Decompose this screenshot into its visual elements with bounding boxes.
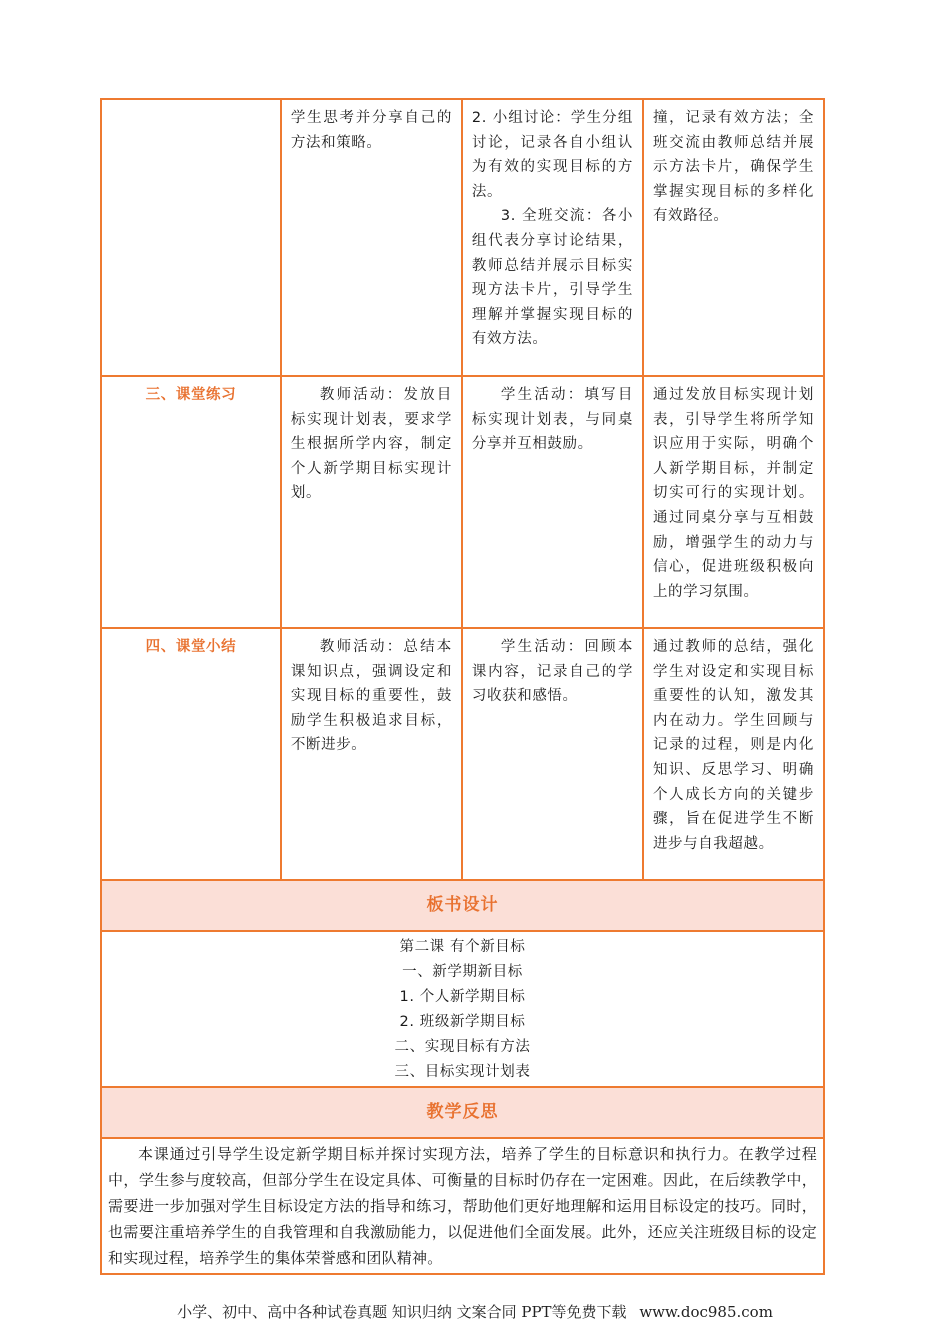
lesson-plan-table	[100, 98, 825, 1275]
board-line: 三、目标实现计划表	[394, 1064, 531, 1080]
board-line: 1. 个人新学期目标	[399, 989, 526, 1005]
phase-label: 四、课堂小结	[101, 628, 281, 880]
board-design-heading: 板书设计	[101, 880, 824, 931]
teacher-activity-cell: 学生思考并分享自己的方法和策略。	[281, 99, 462, 376]
footer-site-link[interactable]: www.doc985.com	[639, 1303, 773, 1321]
footer-text: 小学、初中、高中各种试卷真题 知识归纳 文案合同 PPT等免费下载	[177, 1303, 627, 1321]
board-design-row	[101, 931, 824, 1087]
student-activity-cell	[462, 99, 643, 376]
design-intent-cell: 撞，记录有效方法；全班交流由教师总结并展示方法卡片，确保学生掌握实现目标的多样化有效路径。	[643, 99, 824, 376]
student-activity-cell: 学生活动：回顾本课内容，记录自己的学习收获和感悟。	[462, 628, 643, 880]
design-intent-cell: 通过发放目标实现计划表，引导学生将所学知识应用于实际，明确个人新学期目标，并制定切实可行的实现计划。通过同桌分享与互相鼓励，增强学生的动力与信心，促进班级积极向上的学习氛围。	[643, 376, 824, 628]
teacher-activity-cell: 教师活动：发放目标实现计划表，要求学生根据所学内容，制定个人新学期目标实现计划。	[281, 376, 462, 628]
board-line: 二、实现目标有方法	[394, 1039, 531, 1055]
table-row	[101, 376, 824, 628]
board-design-content	[101, 931, 824, 1087]
section-header-row	[101, 880, 824, 931]
student-activity-item: 2. 小组讨论：学生分组讨论，记录各自小组认为有效的实现目标的方法。	[471, 110, 633, 200]
table-row	[101, 628, 824, 880]
reflection-text: 本课通过引导学生设定新学期目标并探讨实现方法，培养了学生的目标意识和执行力。在教学过程中，学生参与度较高，但部分学生在设定具体、可衡量的目标时仍存在一定困难。因此，在后续教学中，需要进一步加强对学生目标设定方法的指导和练习，帮助他们更好地理解和运用目标设定的技巧。同时，也需要注重培养学生的自我管理和自我激励能力，以促进他们全面发展。此外，还应关注班级目标的设定和实现过程，培养学生的集体荣誉感和团队精神。	[101, 1138, 824, 1274]
teacher-activity-cell: 教师活动：总结本课知识点，强调设定和实现目标的重要性，鼓励学生积极追求目标，不断进步。	[281, 628, 462, 880]
reflection-row	[101, 1138, 824, 1274]
phase-cell	[101, 99, 281, 376]
board-line: 第二课 有个新目标	[399, 939, 526, 955]
phase-label: 三、课堂练习	[101, 376, 281, 628]
design-intent-cell: 通过教师的总结，强化学生对设定和实现目标重要性的认知，激发其内在动力。学生回顾与记录的过程，则是内化知识、反思学习、明确个人成长方向的关键步骤，旨在促进学生不断进步与自我超越。	[643, 628, 824, 880]
student-activity-item: 3. 全班交流：各小组代表分享讨论结果，教师总结并展示目标实现方法卡片，引导学生理解并掌握实现目标的有效方法。	[471, 208, 633, 348]
reflection-heading: 教学反思	[101, 1087, 824, 1138]
student-activity-cell: 学生活动：填写目标实现计划表，与同桌分享并互相鼓励。	[462, 376, 643, 628]
board-line: 2. 班级新学期目标	[399, 1014, 526, 1030]
board-line: 一、新学期新目标	[402, 964, 523, 980]
section-header-row	[101, 1087, 824, 1138]
page-footer	[0, 1301, 950, 1322]
table-row	[101, 99, 824, 376]
